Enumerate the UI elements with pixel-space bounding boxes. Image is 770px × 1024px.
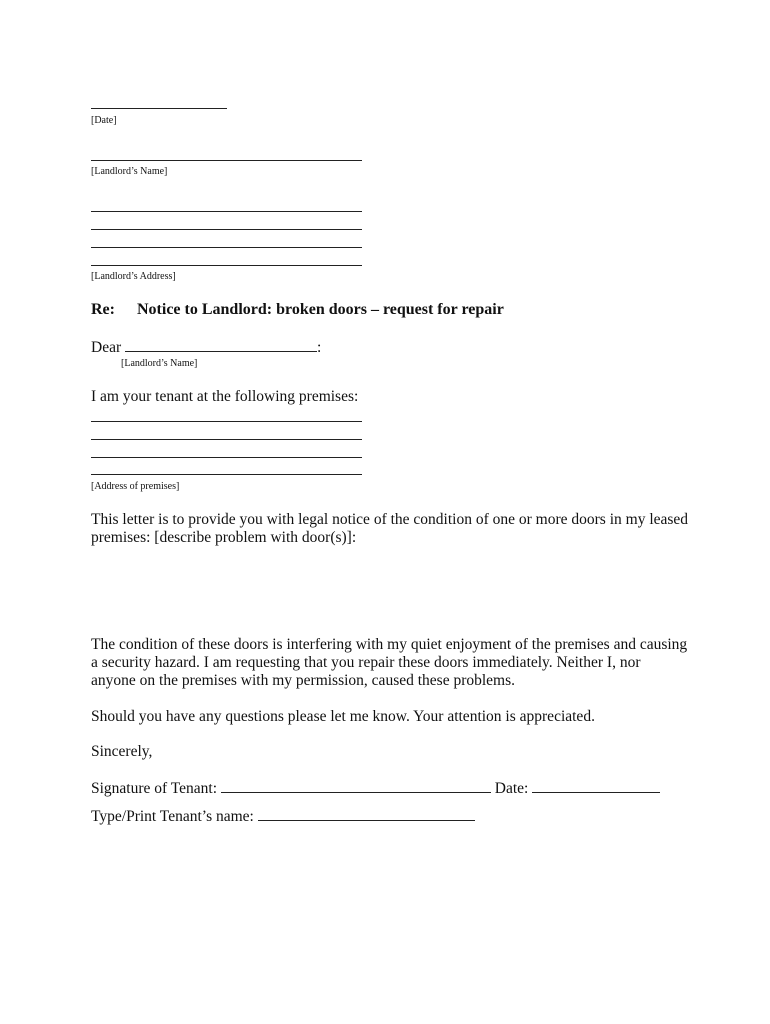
paragraph-questions: Should you have any questions please let me know. Your attention is appreciated. xyxy=(91,708,595,725)
print-name-row xyxy=(91,806,475,826)
landlord-address-line-3[interactable] xyxy=(91,247,362,248)
date-field-line[interactable] xyxy=(91,108,227,109)
dear-text: Dear xyxy=(91,339,122,356)
premises-line-1[interactable] xyxy=(91,421,362,422)
print-name-field[interactable] xyxy=(258,806,475,821)
premises-line-2[interactable] xyxy=(91,439,362,440)
closing: Sincerely, xyxy=(91,743,153,760)
subject-heading: Notice to Landlord: broken doors – request for repair xyxy=(137,301,504,318)
paragraph-condition xyxy=(91,636,687,690)
date-label: [Date] xyxy=(91,115,117,126)
dear-name-label: [Landlord’s Name] xyxy=(121,358,198,369)
paragraph-line: a security hazard. I am requesting that you repair these doors immediately. Neither I, nor xyxy=(91,654,641,671)
signature-date-field[interactable] xyxy=(532,778,660,793)
tenant-intro: I am your tenant at the following premises: xyxy=(91,388,359,405)
paragraph-line: The condition of these doors is interfering with my quiet enjoyment of the premises and causing xyxy=(91,636,688,653)
signature-label: Signature of Tenant: xyxy=(91,780,218,797)
dear-name-field[interactable] xyxy=(125,337,317,352)
premises-line-3[interactable] xyxy=(91,457,362,458)
signature-field[interactable] xyxy=(221,778,491,793)
colon: : xyxy=(317,339,322,356)
landlord-name-label: [Landlord’s Name] xyxy=(91,166,168,177)
salutation xyxy=(91,337,321,357)
re-label: Re: xyxy=(91,301,115,318)
paragraph-notice xyxy=(91,511,688,547)
paragraph-line: This letter is to provide you with legal notice of the condition of one or more doors in my leased xyxy=(91,511,689,528)
signature-row xyxy=(91,778,660,798)
landlord-address-line-1[interactable] xyxy=(91,211,362,212)
paragraph-line: premises: [describe problem with door(s)]: xyxy=(91,529,357,546)
landlord-address-label: [Landlord’s Address] xyxy=(91,271,176,282)
paragraph-line: anyone on the premises with my permission, caused these problems. xyxy=(91,672,516,689)
landlord-name-line[interactable] xyxy=(91,160,362,161)
premises-line-4[interactable] xyxy=(91,474,362,475)
premises-label: [Address of premises] xyxy=(91,481,180,492)
landlord-address-line-4[interactable] xyxy=(91,265,362,266)
date-field-label: Date: xyxy=(494,780,529,797)
landlord-address-line-2[interactable] xyxy=(91,229,362,230)
print-name-label: Type/Print Tenant’s name: xyxy=(91,808,254,825)
